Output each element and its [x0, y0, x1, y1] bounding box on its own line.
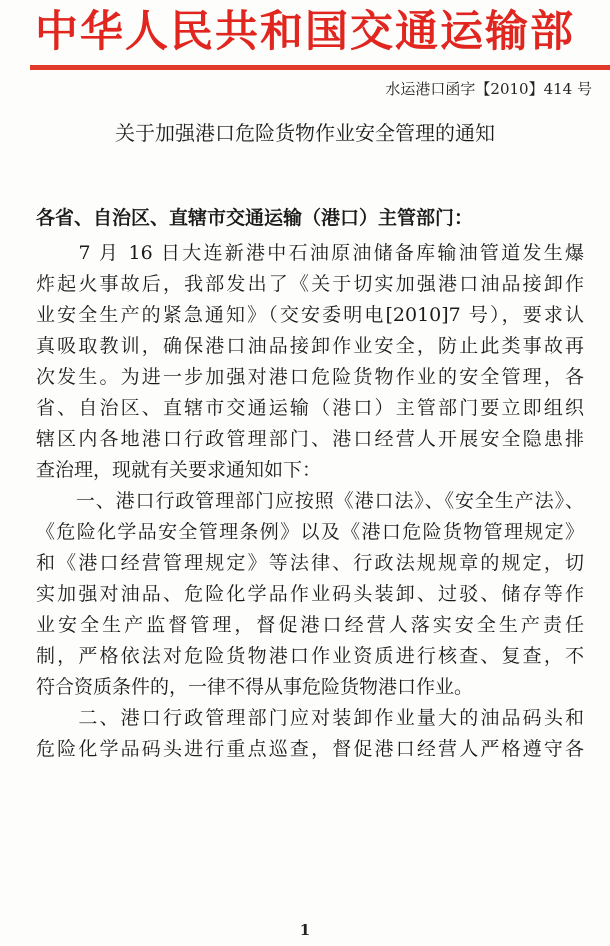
- body-line: 7 月 16 日大连新港中石油原油储备库输油管道发生爆: [36, 242, 584, 264]
- page-number: 1: [299, 921, 311, 939]
- letterhead-title: 中华人民共和国交通运输部: [35, 7, 575, 57]
- body-line: 危险化学品码头进行重点巡查，督促港口经营人严格遵守各: [36, 738, 584, 760]
- body-line: 和《港口经营管理规定》等法律、行政法规规章的规定，切: [36, 552, 584, 574]
- document-title: 关于加强港口危险货物作业安全管理的通知: [115, 121, 495, 145]
- body-line: 省、自治区、直辖市交通运输（港口）主管部门要立即组织: [36, 397, 584, 419]
- body-line: 二、港口行政管理部门应对装卸作业量大的油品码头和: [36, 707, 584, 729]
- document-body: [36, 203, 584, 765]
- body-line: 业安全生产的紧急通知》（交安委明电[2010]7 号），要求认: [36, 304, 584, 326]
- body-line: 炸起火事故后，我部发出了《关于切实加强港口油品接卸作: [36, 273, 584, 295]
- document-number: 水运港口函字【2010】414 号: [385, 80, 592, 98]
- body-line: 辖区内各地港口行政管理部门、港口经营人开展安全隐患排: [36, 428, 584, 450]
- body-line: 符合资质条件的，一律不得从事危险货物港口作业。: [36, 676, 474, 698]
- body-line: 真吸取教训，确保港口油品接卸作业安全，防止此类事故再: [36, 335, 584, 357]
- body-line: 次发生。为进一步加强对港口危险货物作业的安全管理，各: [36, 366, 584, 388]
- body-line: 实加强对油品、危险化学品作业码头装卸、过驳、储存等作: [36, 583, 584, 605]
- addressee-line: 各省、自治区、直辖市交通运输（港口）主管部门：: [36, 207, 474, 229]
- body-line: 业安全生产监督管理，督促港口经营人落实安全生产责任: [36, 614, 584, 636]
- letterhead-red-rule: [30, 65, 610, 70]
- body-line: 制，严格依法对危险货物港口作业资质进行核查、复查，不: [36, 645, 584, 667]
- body-line: 《危险化学品安全管理条例》以及《港口危险货物管理规定》: [36, 521, 584, 543]
- body-line: 一、港口行政管理部门应按照《港口法》、《安全生产法》、: [36, 490, 584, 512]
- body-line: 查治理，现就有关要求通知如下：: [36, 459, 322, 481]
